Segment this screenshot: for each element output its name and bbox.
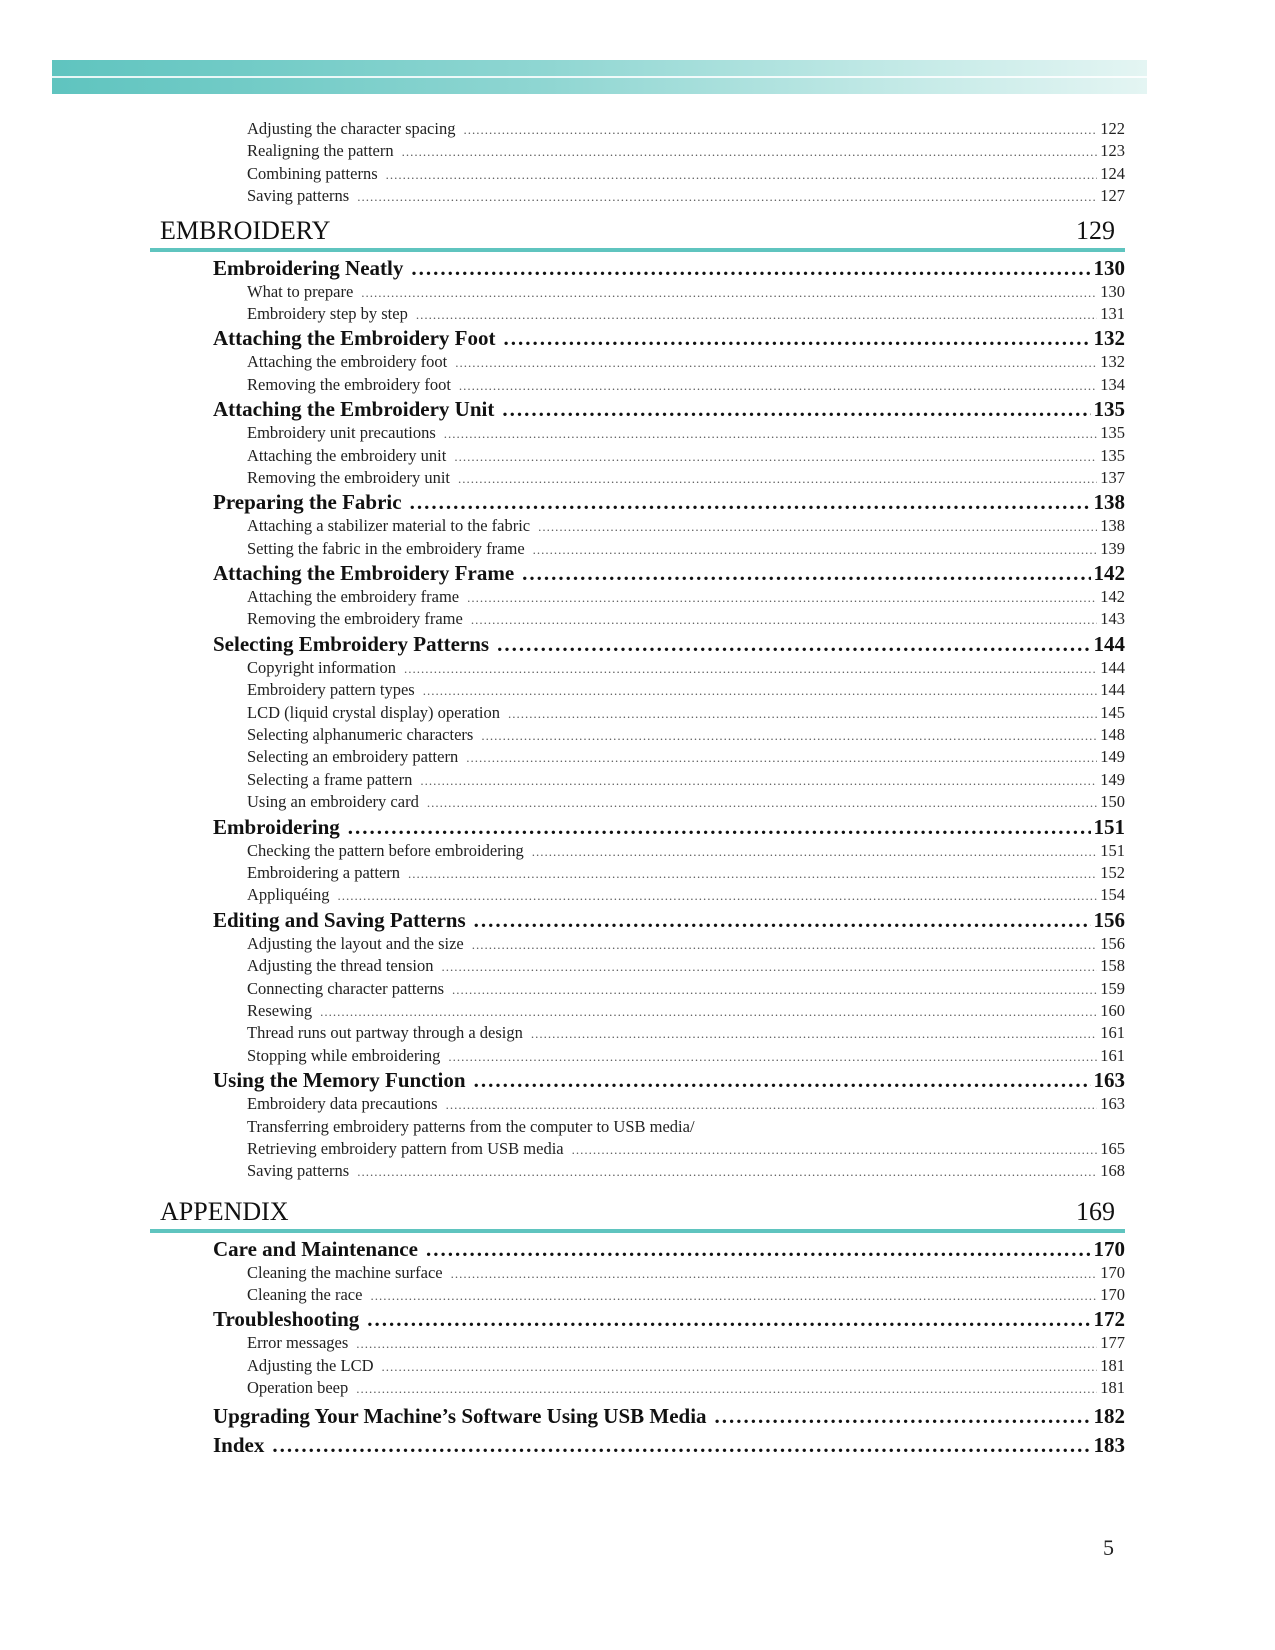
toc-subentry[interactable] xyxy=(160,281,1125,303)
toc-subentry-page: 144 xyxy=(1100,680,1125,700)
dot-leader xyxy=(367,1307,1090,1332)
toc-section-page: 170 xyxy=(1093,1236,1125,1261)
toc-section-page: 183 xyxy=(1093,1432,1125,1457)
toc-subentry-page: 168 xyxy=(1100,1161,1125,1181)
dot-leader xyxy=(471,609,1097,630)
toc-subentry[interactable] xyxy=(160,608,1125,630)
toc-section-label: Attaching the Embroidery Foot xyxy=(213,326,496,351)
dot-leader xyxy=(420,770,1097,791)
toc-subentry[interactable] xyxy=(160,978,1125,1000)
toc-section-label: Upgrading Your Machine’s Software Using USB Media xyxy=(213,1403,707,1428)
toc-section[interactable] xyxy=(160,908,1125,933)
toc-subentry-page: 145 xyxy=(1100,702,1125,722)
toc-subentry-page: 181 xyxy=(1100,1355,1125,1375)
toc-subentry[interactable] xyxy=(160,884,1125,906)
toc-subentry-label: Embroidery data precautions xyxy=(247,1094,438,1114)
toc-subentry[interactable] xyxy=(160,1355,1125,1377)
toc-section-label: Embroidering xyxy=(213,814,340,839)
toc-subentry[interactable] xyxy=(160,185,1125,207)
toc-subentry-page: 177 xyxy=(1100,1333,1125,1353)
toc-subentry-label: Saving patterns xyxy=(247,1161,350,1181)
chapter-page: 169 xyxy=(1076,1196,1115,1226)
dot-leader xyxy=(463,119,1097,140)
toc-subentry-label: Selecting an embroidery pattern xyxy=(247,747,459,767)
toc-subentry[interactable] xyxy=(160,538,1125,560)
toc-subentry-label: Error messages xyxy=(247,1333,349,1353)
toc-subentry-label: LCD (liquid crystal display) operation xyxy=(247,702,500,722)
dot-leader xyxy=(532,841,1098,862)
dot-leader xyxy=(370,1285,1097,1306)
dot-leader xyxy=(356,1378,1097,1399)
dot-leader xyxy=(531,1023,1097,1044)
toc-subentry[interactable] xyxy=(160,140,1125,162)
toc-section[interactable] xyxy=(160,490,1125,515)
toc-section[interactable] xyxy=(160,632,1125,657)
dot-leader xyxy=(481,725,1097,746)
dot-leader xyxy=(442,956,1098,977)
dot-leader xyxy=(472,934,1098,955)
toc-subentry-page: 152 xyxy=(1100,862,1125,882)
header-band-highlight xyxy=(52,76,1147,78)
toc-subentry[interactable] xyxy=(160,955,1125,977)
toc-subentry-page: 134 xyxy=(1100,374,1125,394)
dot-leader xyxy=(452,979,1097,1000)
toc-subentry[interactable] xyxy=(160,724,1125,746)
toc-subentry-page: 181 xyxy=(1100,1378,1125,1398)
toc-subentry[interactable] xyxy=(160,422,1125,444)
toc-section-page: 142 xyxy=(1093,561,1125,586)
dot-leader xyxy=(423,680,1098,701)
toc-subentry-label: Saving patterns xyxy=(247,186,350,206)
dot-leader xyxy=(446,1094,1098,1115)
dot-leader xyxy=(533,539,1098,560)
toc-subentry-page: 138 xyxy=(1100,516,1125,536)
toc-subentry[interactable] xyxy=(160,769,1125,791)
toc-subentry-page: 170 xyxy=(1100,1262,1125,1282)
toc-section[interactable] xyxy=(160,1068,1125,1093)
toc-subentry[interactable] xyxy=(160,1332,1125,1354)
toc-subentry-page: 150 xyxy=(1100,792,1125,812)
toc-subentry[interactable] xyxy=(160,702,1125,724)
page-number: 5 xyxy=(1103,1535,1114,1560)
chapter-title: APPENDIX xyxy=(160,1196,289,1226)
dot-leader xyxy=(444,423,1097,444)
toc-subentry-label: Cleaning the machine surface xyxy=(247,1262,443,1282)
dot-leader xyxy=(466,747,1097,768)
dot-leader xyxy=(426,1237,1091,1262)
dot-leader xyxy=(458,468,1097,489)
toc-section-label: Attaching the Embroidery Frame xyxy=(213,561,515,586)
table-of-contents xyxy=(160,118,1125,1458)
toc-subentry[interactable] xyxy=(160,467,1125,489)
dot-leader xyxy=(411,256,1090,281)
toc-subentry-label: Retrieving embroidery pattern from USB media xyxy=(247,1138,564,1158)
toc-subentry-label: Adjusting the LCD xyxy=(247,1355,374,1375)
chapter-page: 129 xyxy=(1076,215,1115,245)
toc-subentry-page: 130 xyxy=(1100,281,1125,301)
toc-section-page: 172 xyxy=(1093,1307,1125,1332)
toc-subentry-label: Embroidery step by step xyxy=(247,303,408,323)
toc-subentry-label: Removing the embroidery foot xyxy=(247,374,451,394)
dot-leader xyxy=(272,1433,1090,1458)
toc-subentry-label: Attaching the embroidery frame xyxy=(247,587,460,607)
toc-subentry-label: Using an embroidery card xyxy=(247,792,419,812)
toc-subentry-label: Copyright information xyxy=(247,657,396,677)
toc-section[interactable] xyxy=(160,1307,1125,1332)
dot-leader xyxy=(320,1001,1097,1022)
toc-subentry-page: 142 xyxy=(1100,587,1125,607)
dot-leader xyxy=(715,1404,1091,1429)
toc-section[interactable] xyxy=(160,326,1125,351)
dot-leader xyxy=(386,164,1098,185)
toc-subentry-page: 159 xyxy=(1100,978,1125,998)
dot-leader xyxy=(382,1356,1098,1377)
toc-subentry-page: 151 xyxy=(1100,840,1125,860)
chapter-heading-embroidery[interactable] xyxy=(150,216,1125,252)
header-band xyxy=(52,60,1147,94)
toc-subentry-page: 163 xyxy=(1100,1094,1125,1114)
toc-section-label: Editing and Saving Patterns xyxy=(213,907,466,932)
toc-subentry-page: 139 xyxy=(1100,538,1125,558)
toc-section-label: Index xyxy=(213,1432,265,1457)
chapter-title: EMBROIDERY xyxy=(160,215,331,245)
toc-subentry-label: Adjusting the thread tension xyxy=(247,956,434,976)
dot-leader xyxy=(361,282,1097,303)
toc-subentry-label: Resewing xyxy=(247,1000,313,1020)
toc-subentry[interactable] xyxy=(160,163,1125,185)
toc-section-page: 132 xyxy=(1093,326,1125,351)
toc-subentry-page: 127 xyxy=(1100,186,1125,206)
toc-subentry-label: Adjusting the character spacing xyxy=(247,119,456,138)
dot-leader xyxy=(454,446,1097,467)
toc-section-label: Preparing the Fabric xyxy=(213,490,402,515)
toc-section-page: 163 xyxy=(1093,1068,1125,1093)
toc-subentry-label: Embroidery pattern types xyxy=(247,680,415,700)
toc-subentry-page: 144 xyxy=(1100,657,1125,677)
toc-subentry-page: 154 xyxy=(1100,885,1125,905)
dot-leader xyxy=(459,375,1097,396)
toc-subentry[interactable] xyxy=(160,374,1125,396)
dot-leader xyxy=(538,516,1097,537)
dot-leader xyxy=(427,792,1097,813)
toc-subentry-label: Embroidery unit precautions xyxy=(247,423,436,443)
toc-subentry-label: Transferring embroidery patterns from the computer to USB media/ xyxy=(247,1116,695,1136)
toc-subentry-label: Selecting alphanumeric characters xyxy=(247,725,474,745)
dot-leader xyxy=(448,1046,1097,1067)
dot-leader xyxy=(451,1263,1098,1284)
toc-section[interactable] xyxy=(160,1404,1125,1429)
toc-subentry-label: Checking the pattern before embroidering xyxy=(247,840,524,860)
toc-subentry-label: Removing the embroidery frame xyxy=(247,609,463,629)
toc-subentry-page: 161 xyxy=(1100,1023,1125,1043)
toc-section[interactable] xyxy=(160,1433,1125,1458)
toc-subentry-label: Cleaning the race xyxy=(247,1285,363,1305)
toc-subentry[interactable] xyxy=(160,351,1125,373)
dot-leader xyxy=(522,561,1090,586)
toc-subentry-label: Removing the embroidery unit xyxy=(247,467,451,487)
toc-subentry[interactable] xyxy=(160,1116,1125,1138)
toc-subentry-page: 124 xyxy=(1100,163,1125,183)
toc-subentry-page: 135 xyxy=(1100,423,1125,443)
toc-section-page: 182 xyxy=(1093,1403,1125,1428)
dot-leader xyxy=(497,632,1090,657)
toc-section-page: 144 xyxy=(1093,631,1125,656)
dot-leader xyxy=(502,397,1090,422)
toc-subentry-label: What to prepare xyxy=(247,281,354,301)
toc-section-label: Attaching the Embroidery Unit xyxy=(213,397,495,422)
toc-subentry-page: 135 xyxy=(1100,445,1125,465)
toc-subentry-label: Connecting character patterns xyxy=(247,978,444,998)
toc-subentry[interactable] xyxy=(160,1045,1125,1067)
toc-subentry[interactable] xyxy=(160,515,1125,537)
dot-leader xyxy=(348,815,1091,840)
toc-section[interactable] xyxy=(160,256,1125,281)
toc-section-label: Using the Memory Function xyxy=(213,1068,466,1093)
toc-subentry-page: 149 xyxy=(1100,747,1125,767)
dot-leader xyxy=(474,908,1091,933)
toc-section-page: 156 xyxy=(1093,907,1125,932)
dot-leader xyxy=(572,1139,1098,1160)
toc-section-label: Troubleshooting xyxy=(213,1307,360,1332)
toc-subentry-label: Stopping while embroidering xyxy=(247,1045,441,1065)
toc-section-page: 135 xyxy=(1093,397,1125,422)
toc-subentry-label: Adjusting the layout and the size xyxy=(247,933,464,953)
toc-subentry[interactable] xyxy=(160,1022,1125,1044)
toc-subentry-label: Realigning the pattern xyxy=(247,141,394,161)
toc-subentry[interactable] xyxy=(160,303,1125,325)
toc-subentry-label: Thread runs out partway through a design xyxy=(247,1023,523,1043)
toc-subentry-page: 160 xyxy=(1100,1000,1125,1020)
toc-subentry-page: 161 xyxy=(1100,1045,1125,1065)
toc-subentry[interactable] xyxy=(160,1138,1125,1160)
toc-subentry-page: 148 xyxy=(1100,725,1125,745)
dot-leader xyxy=(356,1333,1097,1354)
dot-leader xyxy=(338,885,1098,906)
toc-subentry-page: 137 xyxy=(1100,467,1125,487)
toc-section[interactable] xyxy=(160,561,1125,586)
toc-subentry-page: 131 xyxy=(1100,303,1125,323)
toc-subentry-label: Appliquéing xyxy=(247,885,330,905)
dot-leader xyxy=(416,304,1097,325)
toc-section[interactable] xyxy=(160,1237,1125,1262)
toc-section-page: 130 xyxy=(1093,255,1125,280)
toc-subentry-label: Operation beep xyxy=(247,1378,349,1398)
toc-section[interactable] xyxy=(160,397,1125,422)
toc-subentry[interactable] xyxy=(160,679,1125,701)
toc-subentry-label: Setting the fabric in the embroidery frame xyxy=(247,538,525,558)
dot-leader xyxy=(410,490,1091,515)
toc-subentry-label: Embroidering a pattern xyxy=(247,862,401,882)
dot-leader xyxy=(504,326,1091,351)
toc-subentry[interactable] xyxy=(160,746,1125,768)
toc-subentry-label: Attaching the embroidery unit xyxy=(247,445,447,465)
dot-leader xyxy=(455,352,1097,373)
toc-subentry[interactable] xyxy=(160,118,1125,140)
toc-subentry-label: Selecting a frame pattern xyxy=(247,769,413,789)
dot-leader xyxy=(508,703,1097,724)
dot-leader xyxy=(467,587,1097,608)
toc-subentry-page: 158 xyxy=(1100,956,1125,976)
toc-subentry-page: 156 xyxy=(1100,933,1125,953)
toc-subentry-page: 132 xyxy=(1100,352,1125,372)
toc-subentry[interactable] xyxy=(160,586,1125,608)
toc-subentry[interactable] xyxy=(160,862,1125,884)
toc-subentry[interactable] xyxy=(160,1000,1125,1022)
dot-leader xyxy=(404,658,1097,679)
toc-subentry[interactable] xyxy=(160,840,1125,862)
toc-subentry[interactable] xyxy=(160,1284,1125,1306)
spacer xyxy=(160,1183,1125,1189)
toc-section-page: 151 xyxy=(1093,814,1125,839)
toc-subentry-label: Attaching a stabilizer material to the fabric xyxy=(247,516,531,536)
dot-leader xyxy=(474,1068,1091,1093)
toc-subentry[interactable] xyxy=(160,1377,1125,1399)
toc-section-label: Care and Maintenance xyxy=(213,1236,418,1261)
dot-leader xyxy=(402,141,1098,162)
toc-subentry-page: 143 xyxy=(1100,609,1125,629)
toc-subentry[interactable] xyxy=(160,657,1125,679)
toc-subentry-page: 165 xyxy=(1100,1138,1125,1158)
dot-leader xyxy=(357,186,1097,207)
toc-subentry[interactable] xyxy=(160,1262,1125,1284)
chapter-heading-appendix[interactable] xyxy=(150,1197,1125,1233)
toc-subentry-label: Combining patterns xyxy=(247,163,378,183)
toc-subentry[interactable] xyxy=(160,445,1125,467)
toc-subentry[interactable] xyxy=(160,933,1125,955)
toc-subentry-page: 170 xyxy=(1100,1285,1125,1305)
toc-subentry-page: 149 xyxy=(1100,769,1125,789)
toc-subentry[interactable] xyxy=(160,1160,1125,1182)
toc-section-label: Embroidering Neatly xyxy=(213,255,404,280)
dot-leader xyxy=(357,1161,1097,1182)
toc-subentry[interactable] xyxy=(160,791,1125,813)
toc-subentry-page: 123 xyxy=(1100,141,1125,161)
toc-section-page: 138 xyxy=(1093,490,1125,515)
toc-subentry-page: 122 xyxy=(1100,119,1125,138)
toc-section[interactable] xyxy=(160,815,1125,840)
dot-leader xyxy=(408,863,1097,884)
toc-subentry[interactable] xyxy=(160,1093,1125,1115)
toc-subentry-label: Attaching the embroidery foot xyxy=(247,352,448,372)
toc-section-label: Selecting Embroidery Patterns xyxy=(213,631,490,656)
